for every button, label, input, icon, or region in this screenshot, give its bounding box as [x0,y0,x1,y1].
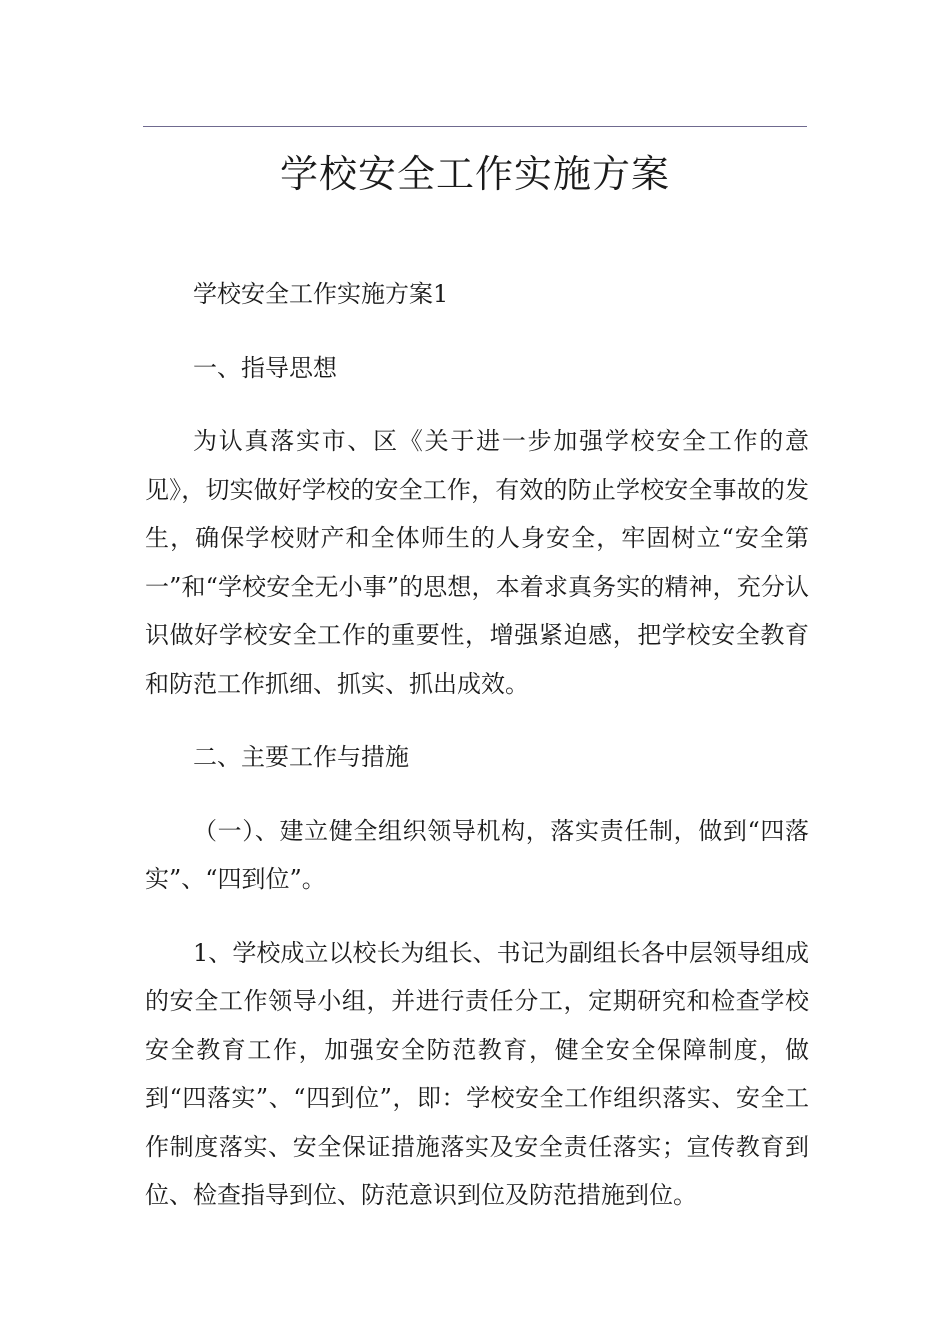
paragraph-subsection-1: （一）、建立健全组织领导机构，落实责任制，做到“四落实”、“四到位”。 [145,816,809,893]
section-heading-guiding-ideology: 一、指导思想 [193,353,337,382]
document-subtitle: 学校安全工作实施方案1 [193,280,449,308]
header-rule [143,126,807,127]
paragraph-guiding-ideology: 为认真落实市、区《关于进一步加强学校安全工作的意见》，切实做好学校的安全工作，有效的防止学校安全事故的发生，确保学校财产和全体师生的人身安全，牢固树立“安全第一”和“学校安全无小事”的思想，本着求真务实的精神，充分认识做好学校安全工作的重要性，增强紧迫感，把学校安全教育和防范工作抓细、抓实、抓出成效。 [145,427,809,698]
document-body [145,270,809,1245]
section-heading-main-work: 二、主要工作与措施 [193,743,409,771]
paragraph-item-1: 1、学校成立以校长为组长、书记为副组长各中层领导组成的安全工作领导小组，并进行责任分工，定期研究和检查学校安全教育工作，加强安全防范教育，健全安全保障制度，做到“四落实”、“四到位”，即：学校安全工作组织落实、安全工作制度落实、安全保证措施落实及安全责任落实；宣传教育到位、检查指导到位、防范意识到位及防范措施到位。 [145,938,809,1209]
document-title: 学校安全工作实施方案 [279,152,670,196]
